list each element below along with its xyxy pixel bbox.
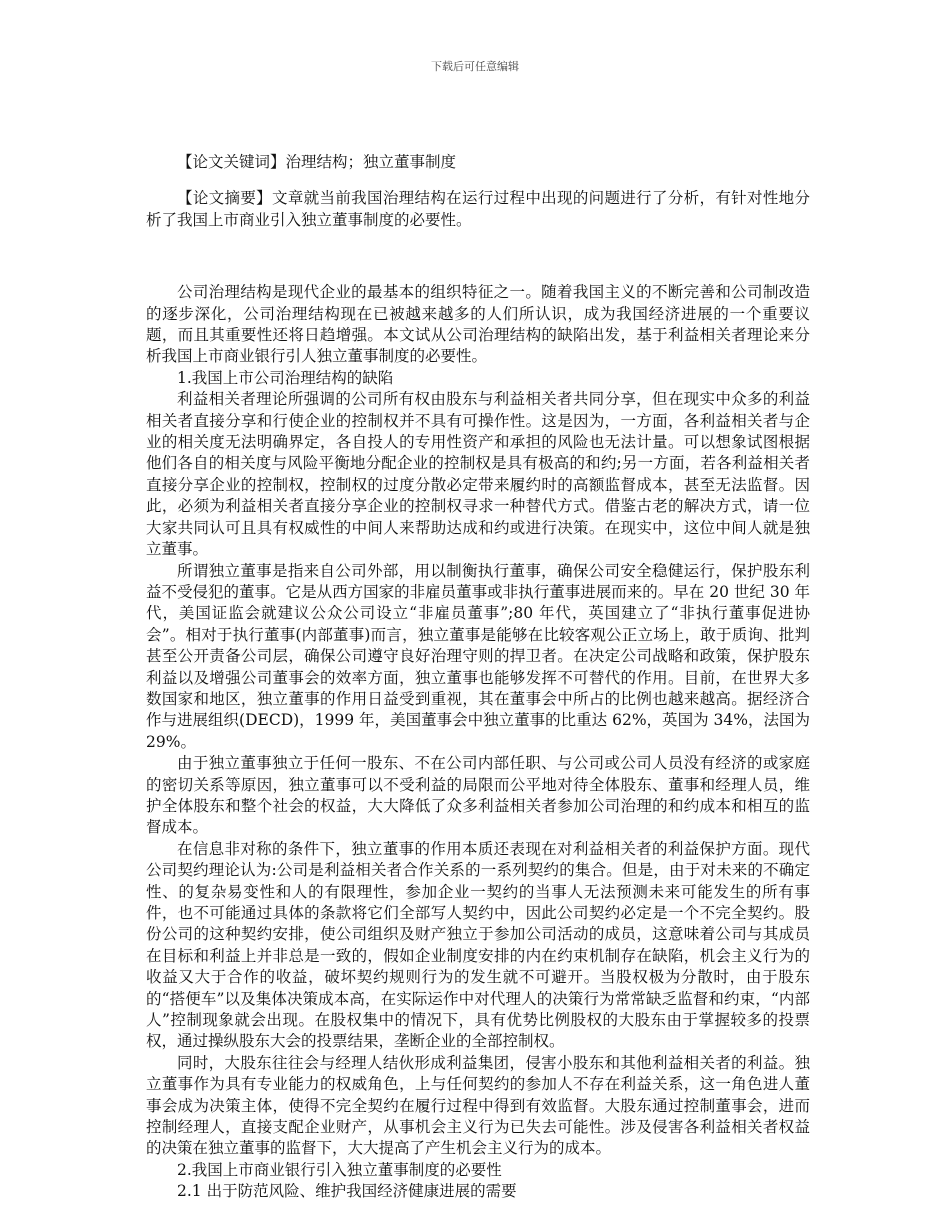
- abstract-paragraph: 【论文摘要】文章就当前我国治理结构在运行过程中出现的问题进行了分析，有针对性地分析了我国上市商业引入独立董事制度的必要性。: [146, 189, 810, 229]
- body-paragraph: 在信息非对称的条件下，独立董事的作用本质还表现在对利益相关者的利益保护方面。现代公司契约理论认为:公司是利益相关者合作关系的一系列契约的集合。但是，由于对未来的不确定性、的复杂易变性和人的有限理性，参加企业一契约的当事人无法预测未来可能发生的所有事件，也不可能通过具体的条款将它们全部写人契约中，因此公司契约必定是一个不完全契约。股份公司的这种契约安排，使公司组织及财产独立于参加公司活动的成员，这意味着公司与其成员在目标和利益上并非总是一致的，假如企业制度安排的内在约束机制存在缺陷，机会主义行为的收益又大于合作的收益，破坏契约规则行为的发生就不可避开。当股权极为分散时，由于股东的“搭便车”以及集体决策成本高，在实际运作中对代理人的决策行为常常缺乏监督和约束，“内部人”控制现象就会出现。在股权集中的情况下，具有优势比例股权的大股东由于掌握较多的投票权，通过操纵股东大会的投票结果，垄断企业的全部控制权。: [146, 839, 810, 1051]
- subsection-heading-2-1: 2.1 出于防范风险、维护我国经济健康进展的需要: [177, 1182, 517, 1201]
- body-paragraph: 利益相关者理论所强调的公司所有权由股东与利益相关者共同分享，但在现实中众多的利益相关者直接分享和行使企业的控制权并不具有可操作性。这是因为，一方面，各利益相关者与企业的相关度无法明确界定，各自投人的专用性资产和承担的风险也无法计量。可以想象试图根据他们各自的相关度与风险平衡地分配企业的控制权是具有极高的和约;另一方面，若各利益相关者直接分享企业的控制权，控制权的过度分散必定带来履约时的高额监督成本，甚至无法监督。因此，必须为利益相关者直接分享企业的控制权寻求一种替代方式。借鉴古老的解决方式，请一位大家共同认可且具有权威性的中间人来帮助达成和约或进行决策。在现实中，这位中间人就是独立董事。: [146, 390, 810, 559]
- body-paragraph: 同时，大股东往往会与经理人结伙形成利益集团，侵害小股东和其他利益相关者的利益。独立董事作为具有专业能力的权威角色，上与任何契约的参加人不存在利益关系，这一角色进人董事会成为决策主体，使得不完全契约在履行过程中得到有效监督。大股东通过控制董事会，进而控制经理人，直接支配企业财产，从事机会主义行为已失去可能性。涉及侵害各利益相关者权益的决策在独立董事的监督下，大大提高了产生机会主义行为的成本。: [146, 1053, 810, 1158]
- body-paragraph: 所谓独立董事是指来自公司外部，用以制衡执行董事，确保公司安全稳健运行，保护股东利益不受侵犯的董事。它是从西方国家的非雇员董事或非执行董事进展而来的。早在 20 世纪 30 年代，美国证监会就建议公众公司设立“非雇员董事”;80 年代，英国建立了“非执行董事促进协会”。相对于执行董事(内部董事)而言，独立董事是能够在比较客观公正立场上，敢于质询、批判甚至公开责备公司层，确保公司遵守良好治理守则的捍卫者。在决定公司战略和政策，保护股东利益以及增强公司董事会的效率方面，独立董事也能够发挥不可替代的作用。目前，在世界大多数国家和地区，独立董事的作用日益受到重视，其在董事会中所占的比例也越来越高。据经济合作与进展组织(DECD)，1999 年，美国董事会中独立董事的比重达 62%，英国为 34%，法国为 29%。: [146, 561, 810, 751]
- body-paragraph: 由于独立董事独立于任何一股东、不在公司内部任职、与公司或公司人员没有经济的或家庭的密切关系等原因，独立董事可以不受利益的局限而公平地对待全体股东、董事和经理人员，维护全体股东和整个社会的权益，大大降低了众多利益相关者参加公司治理的和约成本和相互的监督成本。: [146, 754, 810, 837]
- page-header: 下载后可任意编辑: [431, 60, 519, 73]
- section-heading-2: 2.我国上市商业银行引入独立董事制度的必要性: [177, 1160, 502, 1179]
- section-heading-1: 1.我国上市公司治理结构的缺陷: [177, 368, 394, 387]
- keywords-line: 【论文关键词】治理结构；独立董事制度: [177, 153, 457, 171]
- document-body: [146, 152, 810, 1203]
- intro-paragraph: 公司治理结构是现代企业的最基本的组织特征之一。随着我国主义的不断完善和公司制改造的逐步深化，公司治理结构现在已被越来越多的人们所认识，成为我国经济进展的一个重要议题，而且其重要性还将日趋增强。本文试从公司治理结构的缺陷出发，基于利益相关者理论来分析我国上市商业银行引人独立董事制度的必要性。: [146, 283, 810, 366]
